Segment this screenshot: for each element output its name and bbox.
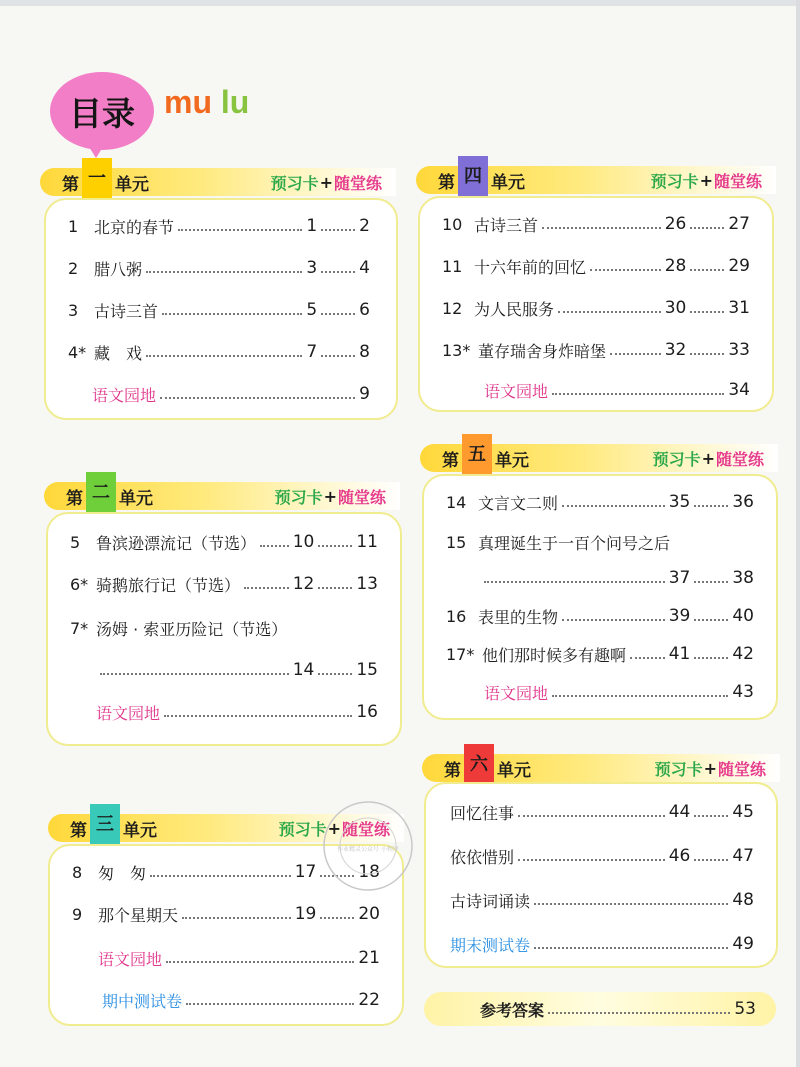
unit-3-box — [48, 844, 404, 1026]
toc-entry-yuwen-yuandi[interactable]: 语文园地 43 — [484, 682, 754, 703]
toc-entry[interactable]: 1 北京的春节 1 2 — [68, 216, 370, 237]
toc-entry[interactable]: 回忆往事 44 45 — [450, 802, 754, 823]
pinyin-mu: mu — [164, 84, 212, 120]
unit-5-box — [422, 474, 778, 720]
page-right-edge — [796, 0, 800, 1067]
title-bubble-tail — [86, 142, 106, 158]
unit-1-tag: 预习卡 + 随堂练 — [270, 172, 382, 193]
toc-entry[interactable]: 3 古诗三首 5 6 — [68, 300, 370, 321]
unit-3-header: 第 三 单元 预习卡 + 随堂练 — [48, 812, 404, 844]
title-pinyin — [164, 84, 249, 121]
page-top-edge — [0, 0, 800, 6]
unit-2-header: 第 二 单元 预习卡 + 随堂练 — [44, 480, 400, 512]
toc-entry-yuwen-yuandi[interactable]: 语文园地 9 — [92, 384, 370, 405]
toc-entry-title-line[interactable]: 15 真理诞生于一百个问号之后 — [446, 532, 671, 553]
toc-entry[interactable]: 8 匆 匆 17 18 — [72, 862, 380, 883]
unit-6-tag: 预习卡 + 随堂练 — [654, 758, 766, 779]
unit-2-number: 二 — [86, 472, 116, 512]
unit-4-tag: 预习卡 + 随堂练 — [650, 170, 762, 191]
toc-entry-yuwen-yuandi[interactable]: 语文园地 34 — [484, 380, 750, 401]
pinyin-lu: lu — [220, 84, 250, 120]
toc-entry-title-line[interactable]: 7* 汤姆 · 索亚历险记（节选） — [70, 618, 288, 639]
toc-entry[interactable]: 4* 藏 戏 7 8 — [68, 342, 370, 363]
toc-entry[interactable]: 依依惜别 46 47 — [450, 846, 754, 867]
page-title — [50, 72, 270, 162]
unit-4-box — [418, 196, 774, 412]
unit-1-box — [44, 198, 398, 420]
toc-entry[interactable]: 9 那个星期天 19 20 — [72, 904, 380, 925]
answers-bar[interactable] — [424, 992, 776, 1026]
toc-entry[interactable]: 5 鲁滨逊漂流记（节选） 10 11 — [70, 532, 378, 553]
toc-entry[interactable]: 10 古诗三首 26 27 — [442, 214, 750, 235]
unit-5-number: 五 — [462, 434, 492, 474]
toc-entry-pages-line[interactable]: 37 38 — [424, 566, 776, 590]
toc-entry[interactable]: 13* 董存瑞舍身炸暗堡 32 33 — [442, 340, 750, 361]
unit-4-number: 四 — [458, 156, 488, 196]
toc-entry[interactable]: 17* 他们那时候多有趣啊 41 42 — [446, 644, 754, 665]
toc-entry[interactable]: 古诗词诵读 48 — [450, 890, 754, 911]
toc-entry-yuwen-yuandi[interactable]: 语文园地 21 — [98, 948, 380, 969]
toc-entry-final-test[interactable]: 期末测试卷 49 — [450, 934, 754, 955]
stamp-text: 作业精灵公众号 小程序 — [337, 846, 399, 853]
unit-6-box — [424, 782, 778, 968]
toc-entry[interactable]: 16 表里的生物 39 40 — [446, 606, 754, 627]
unit-1-number: 一 — [82, 158, 112, 198]
unit-6-header: 第 六 单元 预习卡 + 随堂练 — [422, 752, 780, 784]
unit-5-header: 第 五 单元 预习卡 + 随堂练 — [420, 442, 778, 474]
toc-entry[interactable]: 11 十六年前的回忆 28 29 — [442, 256, 750, 277]
unit-2-tag: 预习卡 + 随堂练 — [274, 486, 386, 507]
toc-entry-yuwen-yuandi[interactable]: 语文园地 16 — [96, 702, 378, 723]
unit-3-tag: 预习卡 + 随堂练 — [278, 818, 390, 839]
unit-3-number: 三 — [90, 804, 120, 844]
toc-entry-pages-line[interactable]: 14 15 — [48, 658, 400, 682]
title-bubble: 目录 — [50, 72, 154, 150]
toc-entry-midterm-test[interactable]: 期中测试卷 22 — [102, 990, 380, 1011]
unit-6-number: 六 — [464, 744, 494, 784]
toc-entry-answers[interactable]: 参考答案 53 — [480, 999, 756, 1020]
unit-1-header: 第 一 单元 预习卡 + 随堂练 — [40, 166, 396, 198]
unit-2-box — [46, 512, 402, 746]
toc-entry[interactable]: 12 为人民服务 30 31 — [442, 298, 750, 319]
unit-4-header: 第 四 单元 预习卡 + 随堂练 — [416, 164, 776, 196]
toc-entry[interactable]: 14 文言文二则 35 36 — [446, 492, 754, 513]
toc-entry[interactable]: 2 腊八粥 3 4 — [68, 258, 370, 279]
toc-entry[interactable]: 6* 骑鹅旅行记（节选） 12 13 — [70, 574, 378, 595]
unit-5-tag: 预习卡 + 随堂练 — [652, 448, 764, 469]
